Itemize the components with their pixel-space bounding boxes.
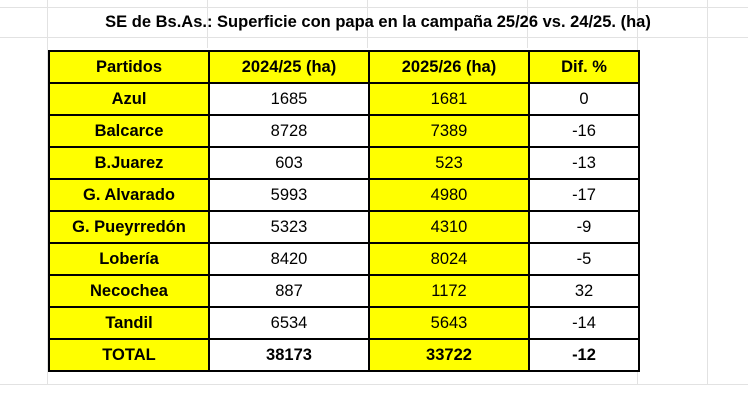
table-header-row: [49, 51, 639, 83]
total-label: TOTAL: [49, 339, 209, 371]
cell-2025-26: 4980: [369, 179, 529, 211]
grid-line-vertical: [707, 0, 708, 385]
table-row: [49, 147, 639, 179]
column-header-2025-26: 2025/26 (ha): [369, 51, 529, 83]
data-table: [48, 50, 640, 372]
cell-2025-26: 4310: [369, 211, 529, 243]
cell-dif: -14: [529, 307, 639, 339]
row-label: Azul: [49, 83, 209, 115]
cell-2024-25: 6534: [209, 307, 369, 339]
data-table-wrapper: [48, 50, 640, 372]
grid-line-horizontal: [0, 37, 748, 38]
row-label: G. Alvarado: [49, 179, 209, 211]
row-label: Lobería: [49, 243, 209, 275]
table-row: [49, 307, 639, 339]
cell-2024-25: 8420: [209, 243, 369, 275]
cell-2024-25: 5993: [209, 179, 369, 211]
cell-2024-25: 603: [209, 147, 369, 179]
cell-2025-26: 5643: [369, 307, 529, 339]
cell-dif: -17: [529, 179, 639, 211]
table-row: [49, 179, 639, 211]
page-title: SE de Bs.As.: Superficie con papa en la campaña 25/26 vs. 24/25. (ha): [105, 12, 651, 31]
row-label: G. Pueyrredón: [49, 211, 209, 243]
cell-2024-25: 8728: [209, 115, 369, 147]
table-row: [49, 243, 639, 275]
cell-2024-25: 1685: [209, 83, 369, 115]
cell-dif: 32: [529, 275, 639, 307]
cell-dif: 0: [529, 83, 639, 115]
cell-2025-26: 7389: [369, 115, 529, 147]
total-dif: -12: [529, 339, 639, 371]
total-2025-26: 33722: [369, 339, 529, 371]
cell-2025-26: 523: [369, 147, 529, 179]
table-row: [49, 83, 639, 115]
row-label: Necochea: [49, 275, 209, 307]
cell-2025-26: 8024: [369, 243, 529, 275]
cell-dif: -5: [529, 243, 639, 275]
cell-2024-25: 887: [209, 275, 369, 307]
row-label: B.Juarez: [49, 147, 209, 179]
row-label: Tandil: [49, 307, 209, 339]
cell-dif: -16: [529, 115, 639, 147]
grid-line-horizontal: [0, 384, 748, 385]
column-header-dif: Dif. %: [529, 51, 639, 83]
table-row: [49, 115, 639, 147]
row-label: Balcarce: [49, 115, 209, 147]
total-2024-25: 38173: [209, 339, 369, 371]
table-row: [49, 211, 639, 243]
cell-2025-26: 1681: [369, 83, 529, 115]
table-total-row: [49, 339, 639, 371]
cell-dif: -9: [529, 211, 639, 243]
column-header-partidos: Partidos: [49, 51, 209, 83]
column-header-2024-25: 2024/25 (ha): [209, 51, 369, 83]
cell-dif: -13: [529, 147, 639, 179]
cell-2025-26: 1172: [369, 275, 529, 307]
table-row: [49, 275, 639, 307]
cell-2024-25: 5323: [209, 211, 369, 243]
